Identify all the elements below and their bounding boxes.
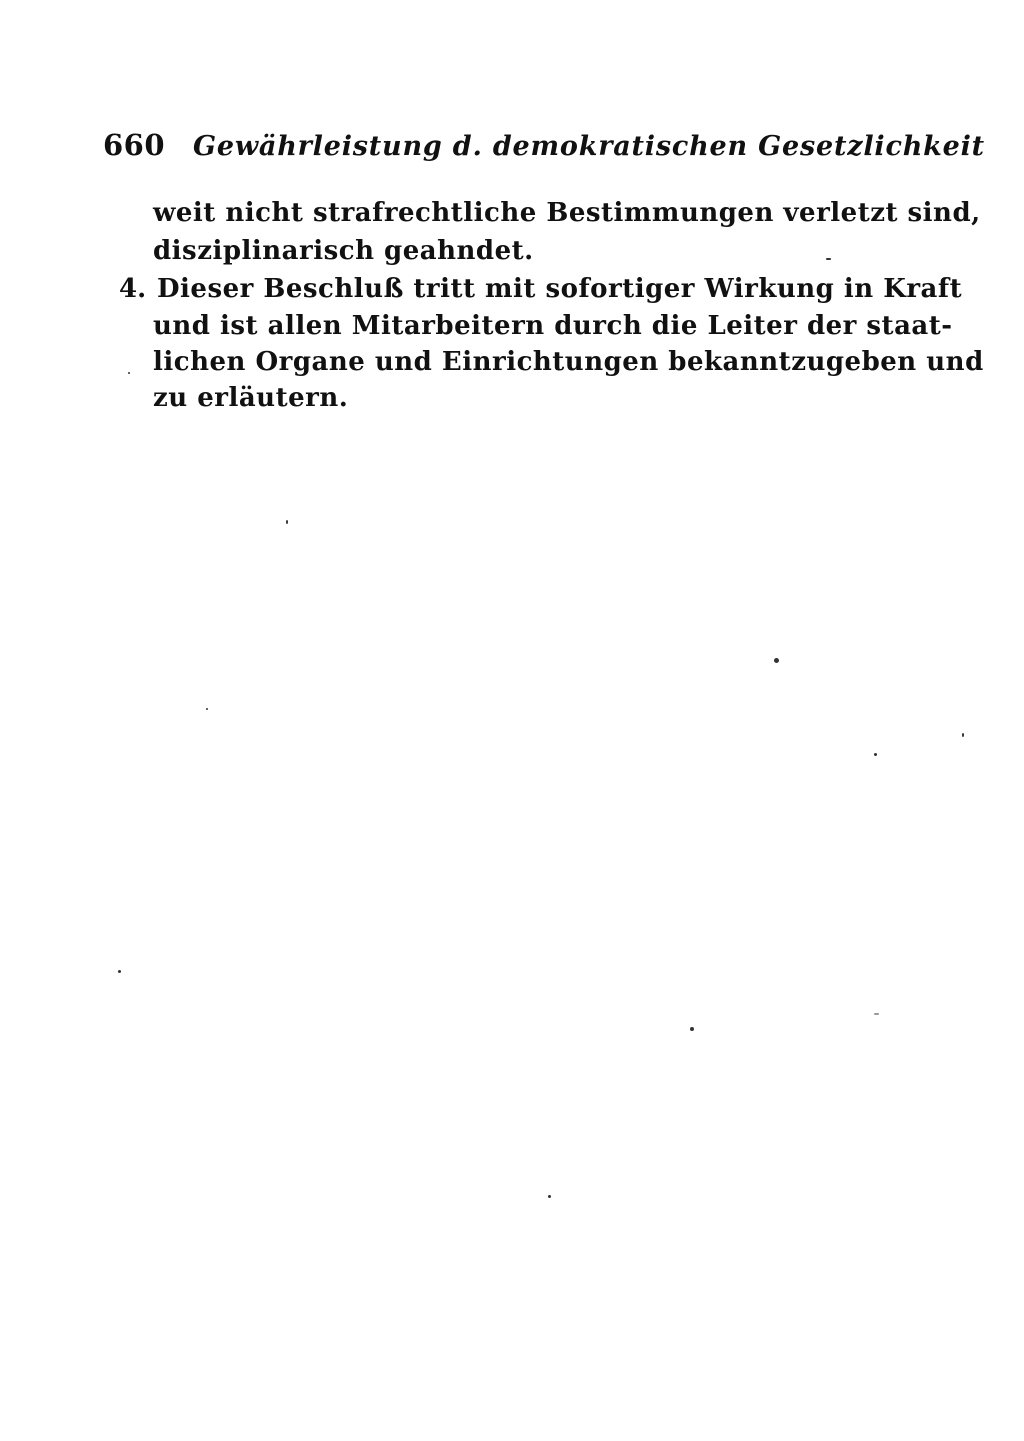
scan-speck <box>690 1027 694 1031</box>
scan-speck <box>874 753 877 756</box>
scan-speck <box>118 970 121 973</box>
continuation-line-2 <box>153 236 534 266</box>
continuation-line-2-text: disziplinarisch geahndet. <box>153 236 534 266</box>
scan-speck <box>962 733 964 737</box>
item4-line-1-text: Dieser Beschluß tritt mit sofortiger Wirkung in Kraft <box>157 274 963 304</box>
scan-speck <box>774 658 779 663</box>
item4-line-4 <box>153 383 348 413</box>
scan-speck <box>548 1195 551 1198</box>
item4-line-2-text: und ist allen Mitarbeitern durch die Leiter der staat- <box>153 311 953 341</box>
item4-line-3-text: lichen Organe und Einrichtungen bekanntzugeben und <box>153 347 984 377</box>
scan-speck <box>874 1013 879 1015</box>
item4-line-4-text: zu erläutern. <box>153 383 349 413</box>
item4-line-1 <box>157 274 963 304</box>
scan-speck <box>128 372 130 374</box>
scan-speck <box>206 708 208 710</box>
scan-speck <box>826 258 831 260</box>
item4-line-3 <box>153 347 984 377</box>
page-number: 660 <box>103 128 166 162</box>
page-header <box>103 128 985 168</box>
continuation-line-1 <box>153 198 981 228</box>
running-title: Gewährleistung d. demokratischen Gesetzlichkeit <box>193 131 985 162</box>
item4-line-2 <box>153 311 953 341</box>
continuation-line-1-text: weit nicht strafrechtliche Bestimmungen verletzt sind, <box>153 198 981 228</box>
item-number-4: 4. <box>119 274 147 304</box>
scan-speck <box>286 520 288 524</box>
